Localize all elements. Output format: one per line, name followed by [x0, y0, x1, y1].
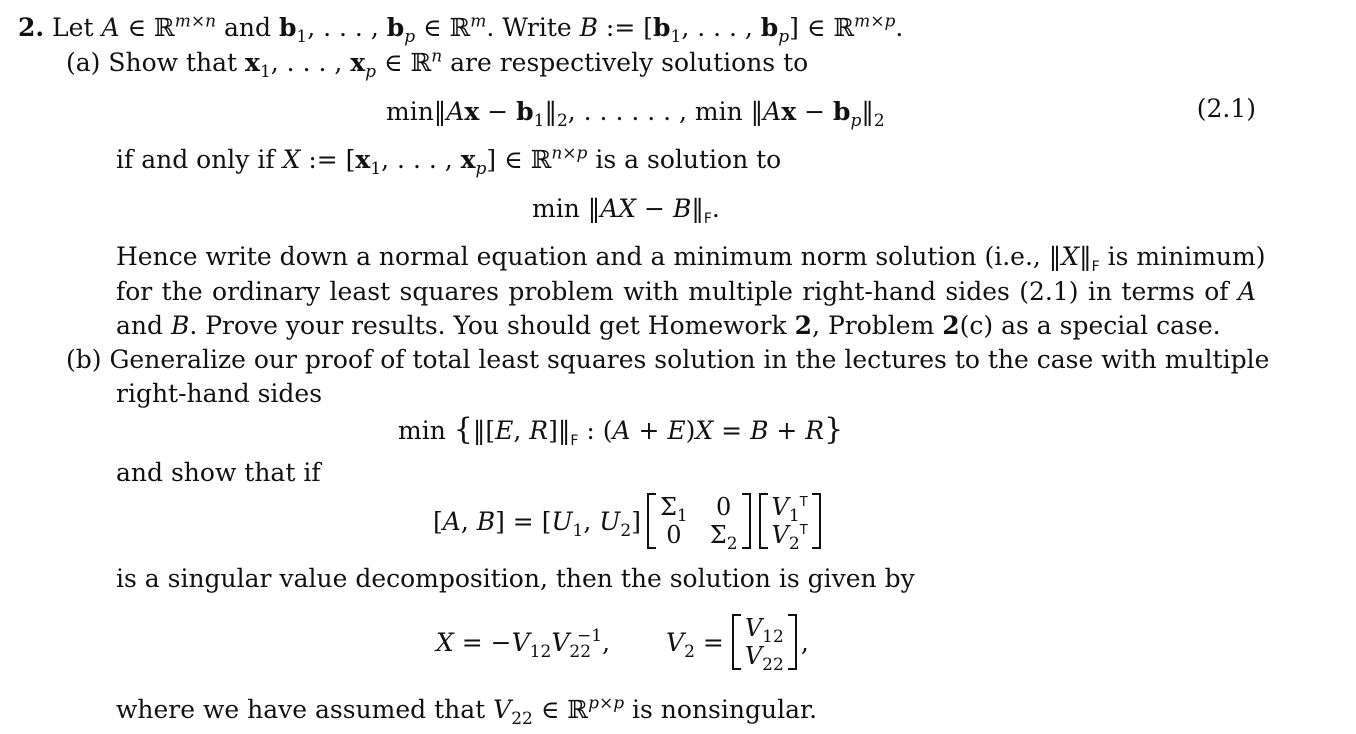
- part-b-line2: right-hand sides: [116, 379, 323, 408]
- part-b-line5: where we have assumed that $V_{22}$ ∈ ℝ$^{p\times p}$ is nonsingular.: [116, 693, 818, 729]
- v-transpose-matrix: $V_1^T$ $V_2^T$: [759, 493, 821, 549]
- part-a-para-2: for the ordinary least squares problem with multiple right-hand sides (2.1) in terms of A: [116, 277, 1256, 306]
- part-a-para-3: and B. Prove your results. You should get Homework 2, Problem 2(c) as a special case.: [116, 311, 1221, 340]
- equation-frobenius: min ‖AX − $B‖_F$.: [532, 194, 720, 227]
- v2-block-matrix: $V_{12}$ $V_{22}$: [732, 614, 797, 670]
- part-b-label: (b): [66, 345, 102, 374]
- sigma-matrix: $\Sigma_1$ 0 0 $\Sigma_2$: [647, 493, 751, 549]
- part-a-label: (a): [66, 48, 101, 77]
- equation-2-1: min‖Ax − $b_1‖_2$, . . . . . . , min ‖Ax − $b_p‖_2$: [386, 97, 885, 131]
- part-b-line4: is a singular value decomposition, then the solution is given by: [116, 564, 915, 593]
- part-b-line1: (b) Generalize our proof of total least squares solution in the lectures to the case with multiple: [66, 345, 1270, 374]
- part-a-para-1: Hence write down a normal equation and a minimum norm solution (i.e., $‖X‖_F$ is minimum): [116, 242, 1266, 275]
- part-a-line1: (a) Show that $x_1$, . . . , $x_p$ ∈ ℝ$^n$ are respectively solutions to: [66, 46, 809, 82]
- equation-number: (2.1): [1196, 94, 1256, 123]
- problem-intro: 2. Let A ∈ ℝ$^{m\times n}$ and $b_1$, . . . , $b_p$ ∈ ℝ$^m$. Write B := [$b_1$, . . . , $b_p$] ∈ ℝ$^{m\times p}$.: [18, 11, 904, 47]
- problem-number: 2.: [18, 13, 45, 42]
- part-a-line2: if and only if X := [$x_1$, . . . , $x_p$] ∈ ℝ$^{n\times p}$ is a solution to: [116, 143, 782, 179]
- part-b-line3: and show that if: [116, 458, 321, 487]
- equation-tls: min {‖[E, $R]‖_F$ : (A + E)X = B + R}: [398, 412, 844, 449]
- equation-svd: [A, $B] = [U_1$, $U_2$] $\Sigma_1$ 0 0 $\Sigma_2$ $V_1^T$ $V_2^T$: [433, 487, 821, 555]
- equation-solution: $X = -V_{12}V_{22}^{-1}$, $V_2$ = $V_{12}$ $V_{22}$ ,: [436, 614, 809, 675]
